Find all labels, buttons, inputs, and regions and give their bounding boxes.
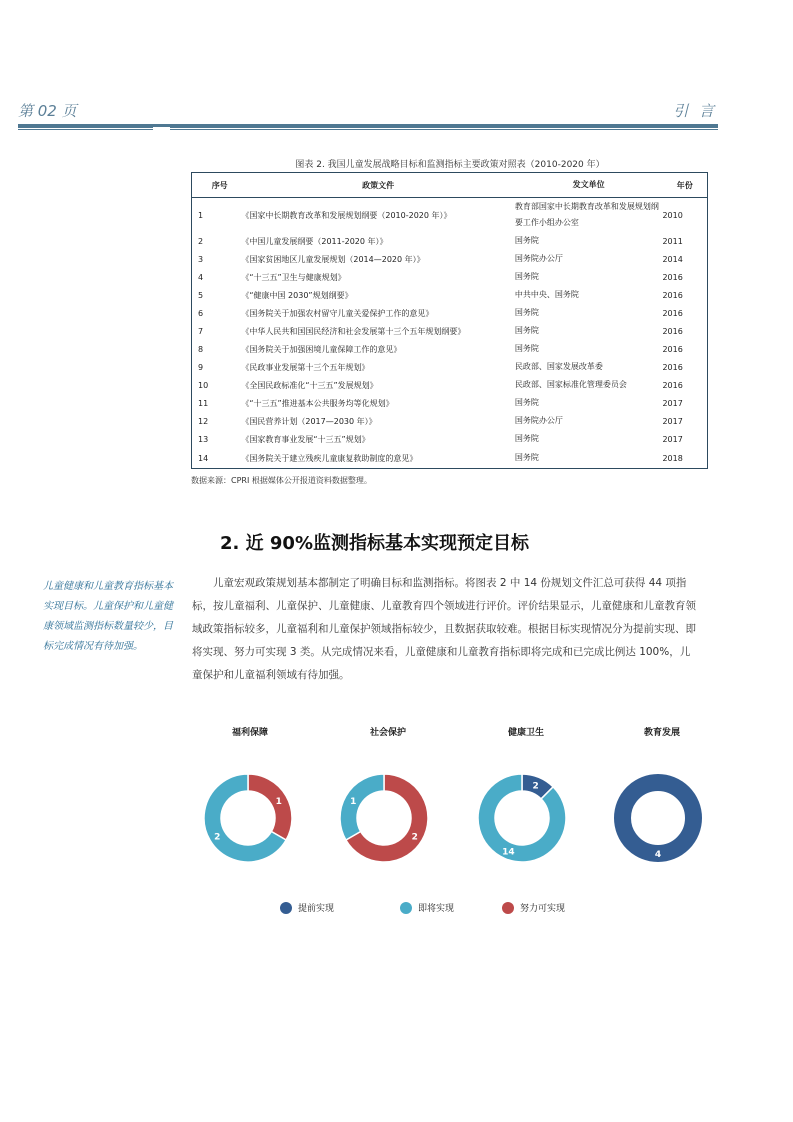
donut-slice (478, 774, 566, 862)
table-cell: 2011 (662, 236, 683, 246)
legend-label: 即将实现 (418, 904, 455, 914)
table-cell: 2016 (662, 380, 683, 390)
chart-title: 福利保障 (231, 728, 268, 738)
table-cell: 2018 (662, 453, 683, 463)
legend-swatch (400, 902, 412, 914)
table-cell: 2016 (662, 362, 683, 372)
table-cell: 《国务院关于加强困境儿童保障工作的意见》 (241, 344, 402, 354)
table-cell: 2 (198, 236, 204, 246)
table-cell: 民政部、国家标准化管理委员会 (514, 380, 627, 389)
legend-label: 努力可实现 (520, 904, 566, 914)
table-cell: 《国务院关于加强农村留守儿童关爱保护工作的意见》 (241, 308, 434, 318)
table-cell: 1 (198, 210, 204, 220)
table-cell: 11 (198, 398, 209, 408)
legend-item (502, 901, 565, 914)
table-cell: 《国家教育事业发展“十三五”规划》 (241, 434, 370, 444)
table-cell: 4 (198, 272, 204, 282)
table-cell: 国务院 (514, 308, 539, 317)
legend-item (400, 901, 454, 914)
column-header: 序号 (192, 173, 242, 198)
table-cell: 《全国民政标准化“十三五”发展规划》 (241, 380, 378, 390)
body-paragraph: 儿童宏观政策规划基本都制定了明确目标和监测指标。将图表 2 中 14 份规划文件汇总可获得 44 项指标，按儿童福利、儿童保护、儿童健康、儿童教育四个领域进行评价。评价结果显示，儿童健康和儿童教育领域政策指标较多，儿童福利和儿童保护领域指标较少，且数据获取较难。根据目标实现情况分为提前实现、即将实现、努力可实现 3 类。从完成情况来看，儿童健康和儿童教育指标即将完成和已完成比例达 100%，儿童保护和儿童福利领域有待加强。 (192, 577, 696, 681)
table-cell: 《中国儿童发展纲要（2011-2020 年）》 (241, 236, 388, 246)
table-cell: 2017 (662, 416, 683, 426)
legend-swatch (280, 902, 292, 914)
table-cell: 教育部国家中长期教育改革和发展规划纲要工作小组办公室 (514, 202, 659, 227)
table-cell: 12 (198, 416, 209, 426)
table-cell: 国务院 (514, 398, 539, 407)
slice-value-label: 14 (502, 847, 515, 858)
table-cell: 国务院 (514, 453, 539, 462)
table-cell: 《民政事业发展第十三个五年规划》 (241, 362, 370, 372)
table-cell: 2017 (662, 434, 683, 444)
table-cell: 2016 (662, 326, 683, 336)
slice-value-label: 2 (214, 832, 221, 843)
table-cell: 8 (198, 344, 204, 354)
column-header: 政策文件 (241, 173, 515, 198)
chart-title: 健康卫生 (507, 728, 544, 738)
table-cell: 《国家中长期教育改革和发展规划纲要（2010-2020 年）》 (241, 210, 452, 220)
table-cell: 国务院 (514, 344, 539, 353)
chart-title: 教育发展 (643, 728, 680, 738)
donut-slice (248, 774, 292, 840)
page-number: 第 02 页 (18, 102, 77, 120)
table-cell: 2010 (662, 210, 683, 220)
table-cell: 《“健康中国 2030”规划纲要》 (241, 290, 353, 300)
legend-label: 提前实现 (298, 904, 335, 914)
table-cell: 国务院 (514, 272, 539, 281)
slice-value-label: 2 (411, 832, 418, 843)
table-cell: 2016 (662, 308, 683, 318)
table-cell: 6 (198, 308, 204, 318)
table-cell: 2017 (662, 398, 683, 408)
legend-item (280, 901, 334, 914)
section-label: 引 言 (673, 102, 717, 120)
table-cell: 国务院 (514, 236, 539, 245)
table-cell: 《国民营养计划（2017—2030 年）》 (241, 416, 377, 426)
slice-value-label: 4 (654, 850, 662, 860)
table-cell: 《中华人民共和国国民经济和社会发展第十三个五年规划纲要》 (241, 326, 466, 336)
table-cell: 2014 (662, 254, 683, 264)
legend-swatch (502, 902, 514, 914)
chart-title: 社会保护 (369, 728, 406, 738)
table-cell: 中共中央、国务院 (514, 290, 579, 299)
table-cell: 2016 (662, 290, 683, 300)
table-caption: 图表 2. 我国儿童发展战略目标和监测指标主要政策对照表（2010-2020 年） (295, 160, 605, 170)
side-note: 儿童健康和儿童教育指标基本实现目标。儿童保护和儿童健康领域监测指标数量较少，目标完成情况有待加强。 (43, 581, 173, 652)
table-cell: 5 (198, 290, 204, 300)
table-cell: 国务院办公厅 (514, 416, 563, 425)
table-cell: 《“十三五”推进基本公共服务均等化规划》 (241, 398, 394, 408)
table-cell: 民政部、国家发展改革委 (514, 362, 603, 371)
table-cell: 国务院 (514, 326, 539, 335)
slice-value-label: 1 (350, 796, 357, 807)
table-cell: 3 (198, 254, 204, 264)
table-cell: 《国家贫困地区儿童发展规划（2014—2020 年）》 (241, 254, 425, 264)
slice-value-label: 2 (532, 781, 539, 792)
table-cell: 2016 (662, 272, 683, 282)
section-title: 2. 近 90%监测指标基本实现预定目标 (220, 533, 529, 554)
slice-value-label: 1 (275, 796, 282, 807)
table-cell: 2016 (662, 344, 683, 354)
table-source: 数据来源：CPRI 根据媒体公开报道资料数据整理。 (191, 476, 372, 485)
table-cell: 13 (198, 434, 209, 444)
table-cell: 14 (198, 453, 209, 463)
table-cell: 国务院 (514, 434, 539, 443)
donut-slice (623, 783, 694, 854)
table-cell: 9 (198, 362, 204, 372)
table-cell: 国务院办公厅 (514, 254, 563, 263)
column-header: 年份 (662, 173, 707, 198)
column-header: 发文单位 (515, 173, 663, 198)
table-cell: 7 (198, 326, 204, 336)
donut-slice (340, 774, 384, 840)
table-cell: 《国务院关于建立残疾儿童康复救助制度的意见》 (241, 453, 418, 463)
table-cell: 《“十三五”卫生与健康规划》 (241, 272, 346, 282)
table-cell: 10 (198, 380, 209, 390)
